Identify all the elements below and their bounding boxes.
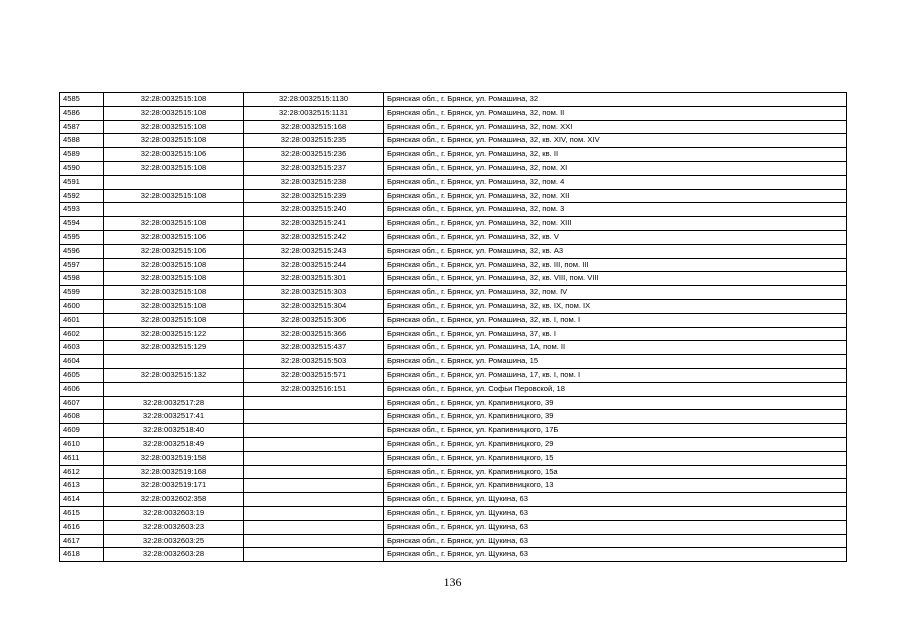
parcel-cadastral-number-cell <box>104 203 244 217</box>
address-cell: Брянская обл., г. Брянск, ул. Софьи Перовской, 18 <box>384 382 847 396</box>
premises-cadastral-number-cell <box>244 534 384 548</box>
row-number-cell: 4617 <box>60 534 104 548</box>
premises-cadastral-number-cell <box>244 396 384 410</box>
address-cell: Брянская обл., г. Брянск, ул. Ромашина, 32 <box>384 93 847 107</box>
premises-cadastral-number-cell <box>244 506 384 520</box>
address-cell: Брянская обл., г. Брянск, ул. Щукина, 63 <box>384 534 847 548</box>
address-cell: Брянская обл., г. Брянск, ул. Крапивницкого, 39 <box>384 410 847 424</box>
premises-cadastral-number-cell: 32:28:0032516:151 <box>244 382 384 396</box>
row-number-cell: 4613 <box>60 479 104 493</box>
address-cell: Брянская обл., г. Брянск, ул. Крапивницкого, 15а <box>384 465 847 479</box>
row-number-cell: 4586 <box>60 106 104 120</box>
table-row <box>60 258 847 272</box>
premises-cadastral-number-cell: 32:28:0032515:235 <box>244 134 384 148</box>
row-number-cell: 4615 <box>60 506 104 520</box>
address-cell: Брянская обл., г. Брянск, ул. Щукина, 63 <box>384 493 847 507</box>
premises-cadastral-number-cell <box>244 424 384 438</box>
address-cell: Брянская обл., г. Брянск, ул. Ромашина, 32, пом. XIII <box>384 217 847 231</box>
address-cell: Брянская обл., г. Брянск, ул. Крапивницкого, 17Б <box>384 424 847 438</box>
row-number-cell: 4590 <box>60 161 104 175</box>
row-number-cell: 4599 <box>60 286 104 300</box>
address-cell: Брянская обл., г. Брянск, ул. Ромашина, 32, кв. V <box>384 230 847 244</box>
parcel-cadastral-number-cell: 32:28:0032515:108 <box>104 286 244 300</box>
address-cell: Брянская обл., г. Брянск, ул. Ромашина, 15 <box>384 355 847 369</box>
premises-cadastral-number-cell <box>244 451 384 465</box>
address-cell: Брянская обл., г. Брянск, ул. Крапивницкого, 39 <box>384 396 847 410</box>
row-number-cell: 4616 <box>60 520 104 534</box>
address-cell: Брянская обл., г. Брянск, ул. Ромашина, 32, кв. II <box>384 148 847 162</box>
premises-cadastral-number-cell: 32:28:0032515:239 <box>244 189 384 203</box>
row-number-cell: 4589 <box>60 148 104 162</box>
row-number-cell: 4604 <box>60 355 104 369</box>
row-number-cell: 4605 <box>60 368 104 382</box>
table-row <box>60 465 847 479</box>
registry-table-body <box>60 93 847 562</box>
row-number-cell: 4602 <box>60 327 104 341</box>
address-cell: Брянская обл., г. Брянск, ул. Ромашина, 32, пом. 4 <box>384 175 847 189</box>
row-number-cell: 4587 <box>60 120 104 134</box>
premises-cadastral-number-cell <box>244 465 384 479</box>
premises-cadastral-number-cell <box>244 410 384 424</box>
parcel-cadastral-number-cell: 32:28:0032515:132 <box>104 368 244 382</box>
address-cell: Брянская обл., г. Брянск, ул. Ромашина, 37, кв. I <box>384 327 847 341</box>
table-row <box>60 548 847 562</box>
address-cell: Брянская обл., г. Брянск, ул. Ромашина, 32, кв. XIV, пом. XIV <box>384 134 847 148</box>
parcel-cadastral-number-cell: 32:28:0032515:108 <box>104 313 244 327</box>
table-row <box>60 424 847 438</box>
parcel-cadastral-number-cell: 32:28:0032518:40 <box>104 424 244 438</box>
parcel-cadastral-number-cell: 32:28:0032519:158 <box>104 451 244 465</box>
page-number: 136 <box>443 575 462 589</box>
address-cell: Брянская обл., г. Брянск, ул. Ромашина, 32, кв. А3 <box>384 244 847 258</box>
table-row <box>60 217 847 231</box>
premises-cadastral-number-cell <box>244 548 384 562</box>
row-number-cell: 4600 <box>60 299 104 313</box>
row-number-cell: 4618 <box>60 548 104 562</box>
row-number-cell: 4591 <box>60 175 104 189</box>
parcel-cadastral-number-cell: 32:28:0032515:106 <box>104 244 244 258</box>
table-row <box>60 479 847 493</box>
table-row <box>60 175 847 189</box>
parcel-cadastral-number-cell: 32:28:0032518:49 <box>104 437 244 451</box>
address-cell: Брянская обл., г. Брянск, ул. Ромашина, 1А, пом. II <box>384 341 847 355</box>
premises-cadastral-number-cell: 32:28:0032515:241 <box>244 217 384 231</box>
table-row <box>60 189 847 203</box>
table-row <box>60 148 847 162</box>
parcel-cadastral-number-cell: 32:28:0032515:108 <box>104 299 244 313</box>
address-cell: Брянская обл., г. Брянск, ул. Ромашина, 17, кв. I, пом. I <box>384 368 847 382</box>
table-row <box>60 272 847 286</box>
row-number-cell: 4611 <box>60 451 104 465</box>
parcel-cadastral-number-cell: 32:28:0032515:108 <box>104 106 244 120</box>
parcel-cadastral-number-cell <box>104 355 244 369</box>
parcel-cadastral-number-cell: 32:28:0032519:168 <box>104 465 244 479</box>
table-row <box>60 203 847 217</box>
parcel-cadastral-number-cell: 32:28:0032517:41 <box>104 410 244 424</box>
row-number-cell: 4596 <box>60 244 104 258</box>
table-row <box>60 230 847 244</box>
table-row <box>60 327 847 341</box>
premises-cadastral-number-cell: 32:28:0032515:1131 <box>244 106 384 120</box>
premises-cadastral-number-cell: 32:28:0032515:304 <box>244 299 384 313</box>
parcel-cadastral-number-cell: 32:28:0032515:108 <box>104 272 244 286</box>
table-row <box>60 520 847 534</box>
table-row <box>60 120 847 134</box>
address-cell: Брянская обл., г. Брянск, ул. Ромашина, 32, пом. IV <box>384 286 847 300</box>
premises-cadastral-number-cell: 32:28:0032515:236 <box>244 148 384 162</box>
table-row <box>60 341 847 355</box>
parcel-cadastral-number-cell: 32:28:0032515:108 <box>104 258 244 272</box>
parcel-cadastral-number-cell: 32:28:0032603:23 <box>104 520 244 534</box>
table-row <box>60 313 847 327</box>
premises-cadastral-number-cell: 32:28:0032515:240 <box>244 203 384 217</box>
parcel-cadastral-number-cell: 32:28:0032515:108 <box>104 189 244 203</box>
parcel-cadastral-number-cell: 32:28:0032517:28 <box>104 396 244 410</box>
parcel-cadastral-number-cell: 32:28:0032603:19 <box>104 506 244 520</box>
premises-cadastral-number-cell: 32:28:0032515:571 <box>244 368 384 382</box>
address-cell: Брянская обл., г. Брянск, ул. Щукина, 63 <box>384 520 847 534</box>
table-row <box>60 368 847 382</box>
row-number-cell: 4607 <box>60 396 104 410</box>
table-row <box>60 355 847 369</box>
premises-cadastral-number-cell: 32:28:0032515:168 <box>244 120 384 134</box>
row-number-cell: 4614 <box>60 493 104 507</box>
row-number-cell: 4594 <box>60 217 104 231</box>
address-cell: Брянская обл., г. Брянск, ул. Ромашина, 32, пом. XXI <box>384 120 847 134</box>
premises-cadastral-number-cell: 32:28:0032515:238 <box>244 175 384 189</box>
table-row <box>60 396 847 410</box>
address-cell: Брянская обл., г. Брянск, ул. Крапивницкого, 13 <box>384 479 847 493</box>
premises-cadastral-number-cell <box>244 437 384 451</box>
address-cell: Брянская обл., г. Брянск, ул. Ромашина, 32, кв. III, пом. III <box>384 258 847 272</box>
premises-cadastral-number-cell: 32:28:0032515:503 <box>244 355 384 369</box>
table-row <box>60 493 847 507</box>
row-number-cell: 4606 <box>60 382 104 396</box>
table-row <box>60 161 847 175</box>
table-row <box>60 534 847 548</box>
parcel-cadastral-number-cell: 32:28:0032515:108 <box>104 93 244 107</box>
premises-cadastral-number-cell: 32:28:0032515:237 <box>244 161 384 175</box>
parcel-cadastral-number-cell: 32:28:0032515:122 <box>104 327 244 341</box>
address-cell: Брянская обл., г. Брянск, ул. Ромашина, 32, пом. II <box>384 106 847 120</box>
row-number-cell: 4601 <box>60 313 104 327</box>
address-cell: Брянская обл., г. Брянск, ул. Ромашина, 32, пом. XI <box>384 161 847 175</box>
address-cell: Брянская обл., г. Брянск, ул. Щукина, 63 <box>384 548 847 562</box>
table-row <box>60 451 847 465</box>
row-number-cell: 4612 <box>60 465 104 479</box>
premises-cadastral-number-cell: 32:28:0032515:306 <box>244 313 384 327</box>
address-cell: Брянская обл., г. Брянск, ул. Крапивницкого, 15 <box>384 451 847 465</box>
table-row <box>60 244 847 258</box>
parcel-cadastral-number-cell: 32:28:0032515:108 <box>104 217 244 231</box>
table-row <box>60 93 847 107</box>
address-cell: Брянская обл., г. Брянск, ул. Ромашина, 32, кв. I, пом. I <box>384 313 847 327</box>
table-row <box>60 299 847 313</box>
table-row <box>60 410 847 424</box>
row-number-cell: 4592 <box>60 189 104 203</box>
address-cell: Брянская обл., г. Брянск, ул. Щукина, 63 <box>384 506 847 520</box>
parcel-cadastral-number-cell: 32:28:0032515:106 <box>104 230 244 244</box>
premises-cadastral-number-cell <box>244 479 384 493</box>
row-number-cell: 4598 <box>60 272 104 286</box>
table-row <box>60 134 847 148</box>
table-row <box>60 437 847 451</box>
row-number-cell: 4585 <box>60 93 104 107</box>
address-cell: Брянская обл., г. Брянск, ул. Крапивницкого, 29 <box>384 437 847 451</box>
row-number-cell: 4595 <box>60 230 104 244</box>
parcel-cadastral-number-cell: 32:28:0032515:106 <box>104 148 244 162</box>
parcel-cadastral-number-cell: 32:28:0032515:108 <box>104 161 244 175</box>
address-cell: Брянская обл., г. Брянск, ул. Ромашина, 32, пом. XII <box>384 189 847 203</box>
row-number-cell: 4597 <box>60 258 104 272</box>
row-number-cell: 4610 <box>60 437 104 451</box>
row-number-cell: 4608 <box>60 410 104 424</box>
premises-cadastral-number-cell: 32:28:0032515:437 <box>244 341 384 355</box>
table-row <box>60 506 847 520</box>
premises-cadastral-number-cell: 32:28:0032515:244 <box>244 258 384 272</box>
address-cell: Брянская обл., г. Брянск, ул. Ромашина, 32, кв. VIII, пом. VIII <box>384 272 847 286</box>
parcel-cadastral-number-cell: 32:28:0032602:358 <box>104 493 244 507</box>
premises-cadastral-number-cell: 32:28:0032515:1130 <box>244 93 384 107</box>
row-number-cell: 4603 <box>60 341 104 355</box>
premises-cadastral-number-cell: 32:28:0032515:243 <box>244 244 384 258</box>
row-number-cell: 4593 <box>60 203 104 217</box>
premises-cadastral-number-cell: 32:28:0032515:303 <box>244 286 384 300</box>
premises-cadastral-number-cell: 32:28:0032515:366 <box>244 327 384 341</box>
registry-table <box>59 92 847 562</box>
row-number-cell: 4588 <box>60 134 104 148</box>
premises-cadastral-number-cell <box>244 520 384 534</box>
parcel-cadastral-number-cell: 32:28:0032603:25 <box>104 534 244 548</box>
address-cell: Брянская обл., г. Брянск, ул. Ромашина, 32, кв. IX, пом. IX <box>384 299 847 313</box>
table-row <box>60 382 847 396</box>
premises-cadastral-number-cell: 32:28:0032515:301 <box>244 272 384 286</box>
table-row <box>60 286 847 300</box>
parcel-cadastral-number-cell: 32:28:0032603:28 <box>104 548 244 562</box>
parcel-cadastral-number-cell: 32:28:0032515:129 <box>104 341 244 355</box>
parcel-cadastral-number-cell: 32:28:0032519:171 <box>104 479 244 493</box>
parcel-cadastral-number-cell: 32:28:0032515:108 <box>104 120 244 134</box>
premises-cadastral-number-cell <box>244 493 384 507</box>
row-number-cell: 4609 <box>60 424 104 438</box>
premises-cadastral-number-cell: 32:28:0032515:242 <box>244 230 384 244</box>
parcel-cadastral-number-cell <box>104 175 244 189</box>
parcel-cadastral-number-cell: 32:28:0032515:108 <box>104 134 244 148</box>
table-row <box>60 106 847 120</box>
address-cell: Брянская обл., г. Брянск, ул. Ромашина, 32, пом. 3 <box>384 203 847 217</box>
parcel-cadastral-number-cell <box>104 382 244 396</box>
